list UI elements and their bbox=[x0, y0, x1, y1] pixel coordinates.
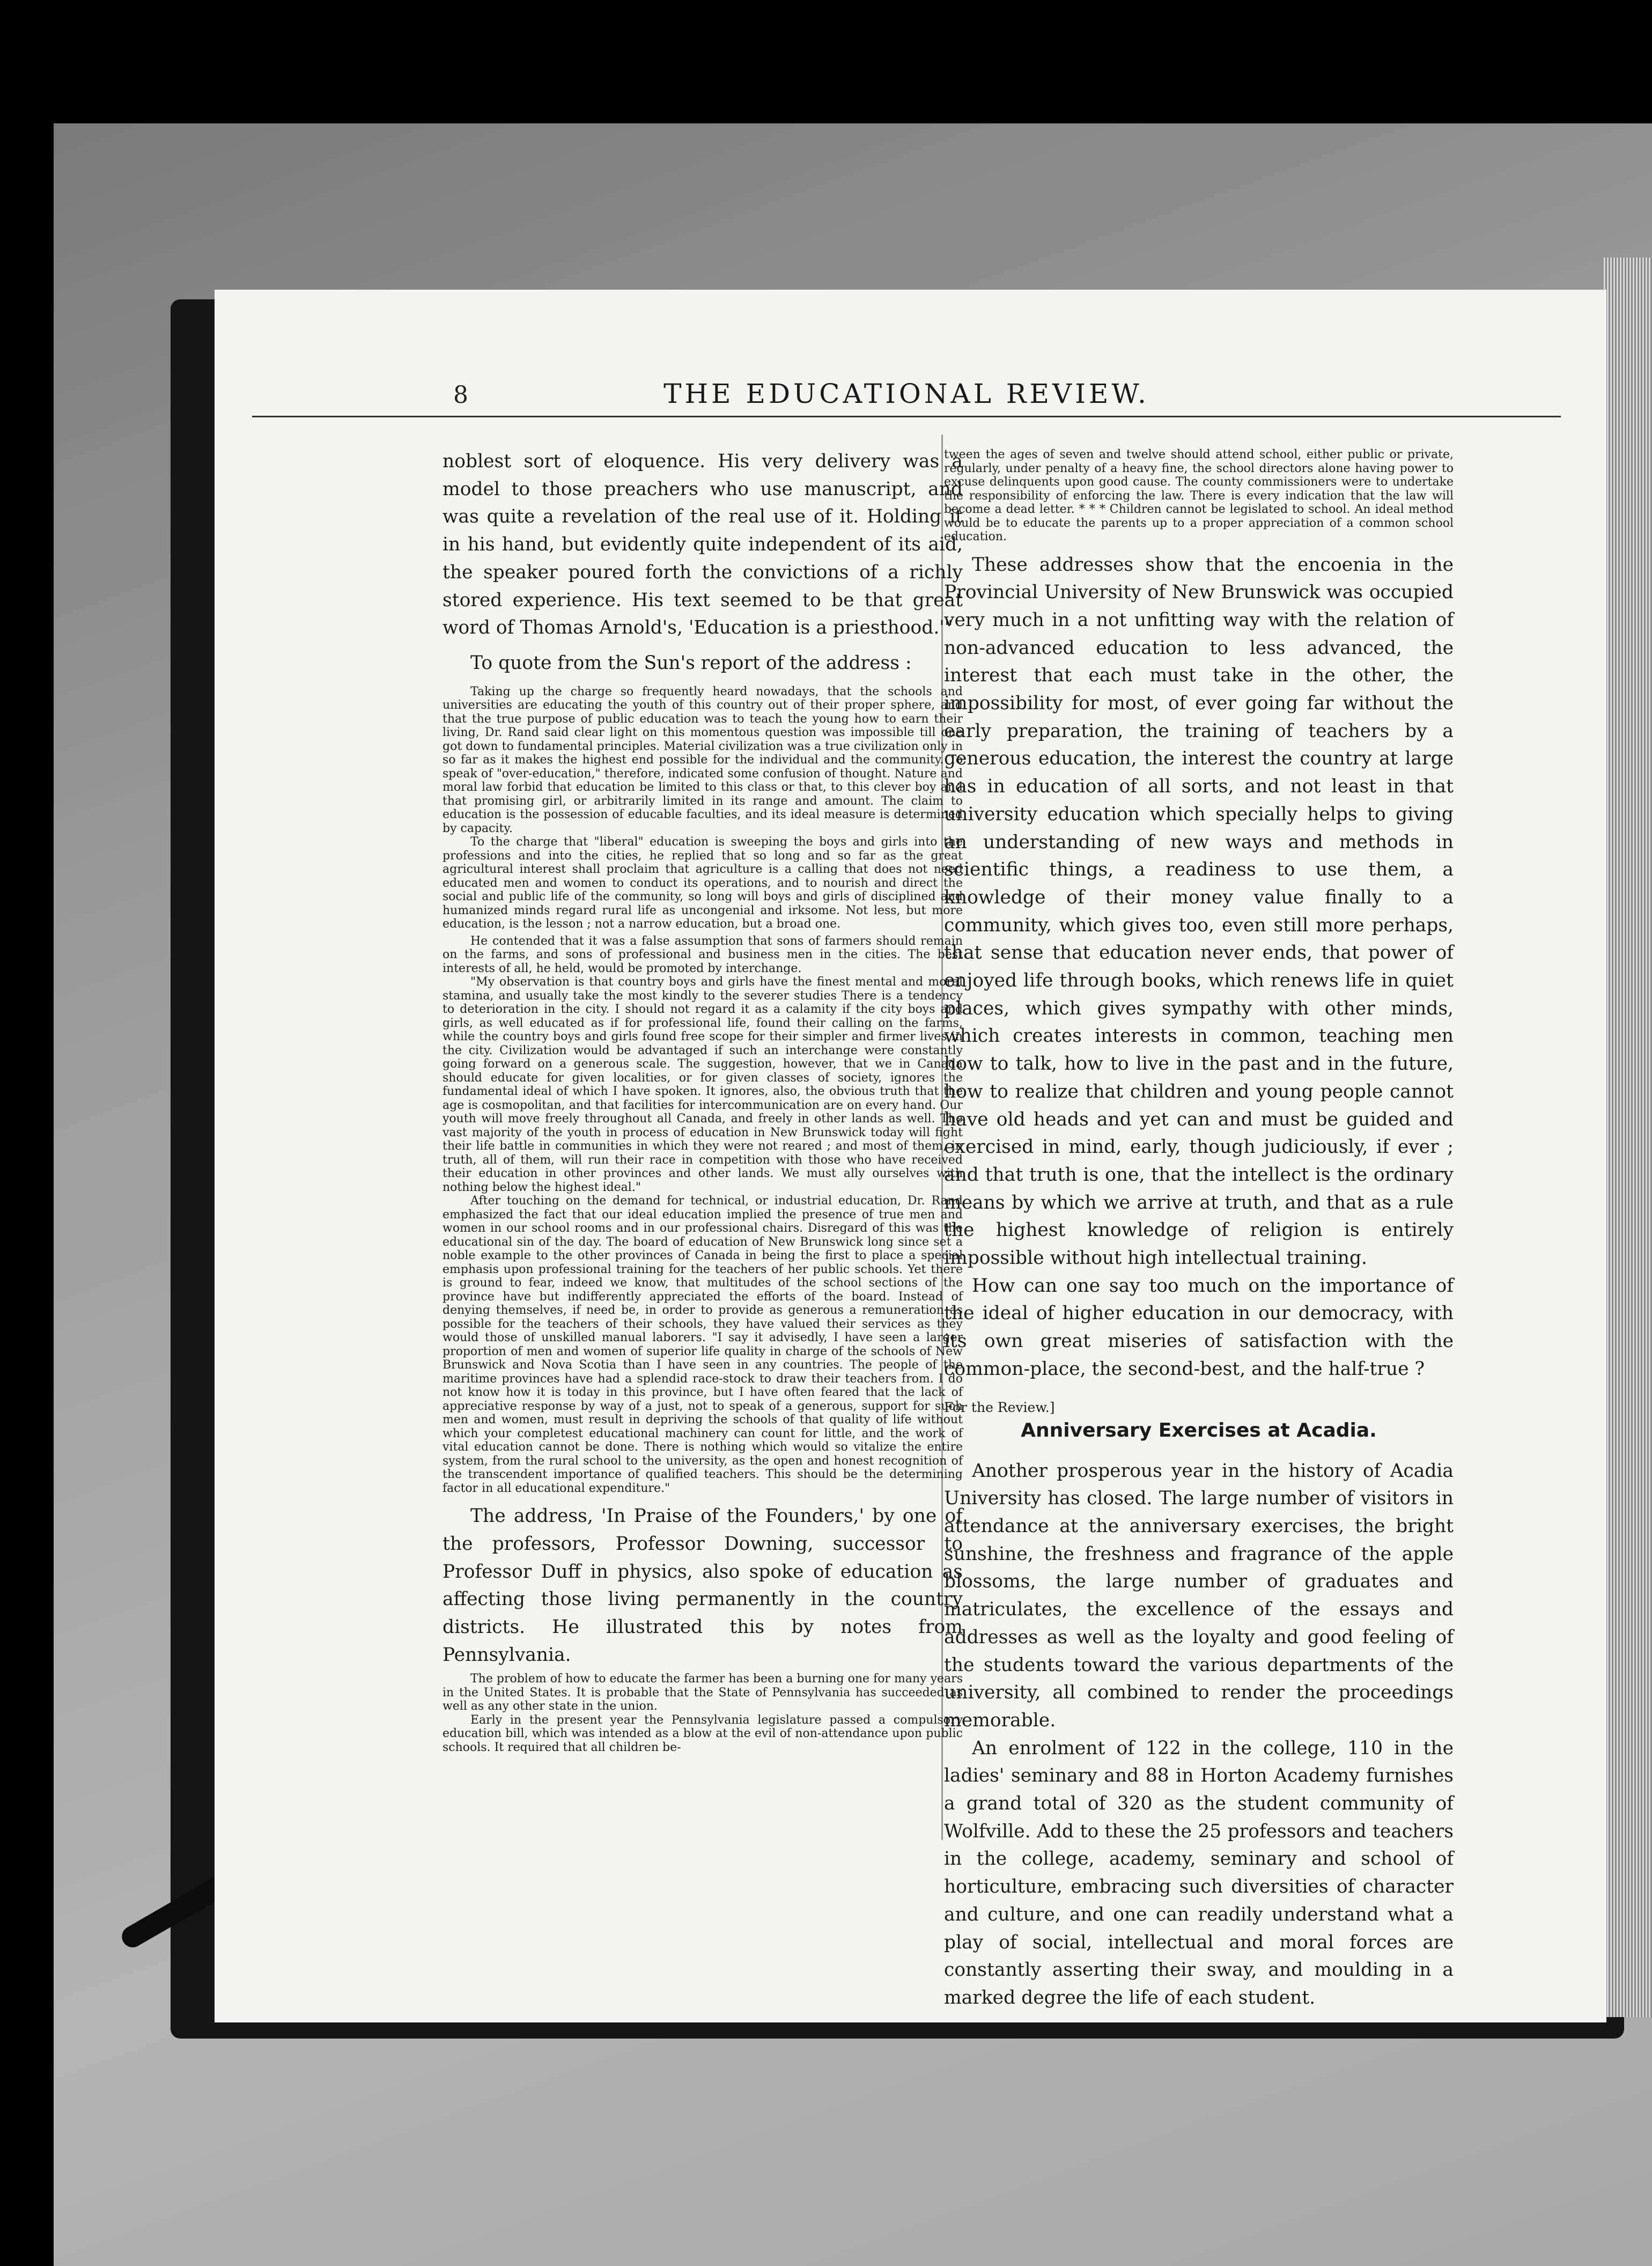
quoted-text: Taking up the charge so frequently heard nowadays, that the schools and universities are educating the youth of this country out of their proper sphere, and that the true purpose of public education was to teach the young how to earn their living, Dr. Rand said clear light on this momentous question was impossible till one got down to fundamental principles. Material civilization was a true civilization only in so far as it makes the highest end possible for the individual and the community. To speak of "over-education," therefore, indicated some confusion of thought. Nature and moral law forbid that education be limited to this class or that, to this clever boy and that promising girl, or arbitrarily limited in its range and amount. The claim to education is the possession of educable faculties, and its ideal measure is determined by capacity. bbox=[442, 685, 963, 835]
quoted-text: He contended that it was a false assumption that sons of farmers should remain on the farms, and sons of professional and business men in the cities. The best interests of all, he held, would be promoted by interchange. bbox=[442, 934, 963, 975]
section-heading: Anniversary Exercises at Acadia. bbox=[1021, 1419, 1377, 1441]
paragraph: Another prosperous year in the history of Acadia University has closed. The large number of visitors in attendance at the anniversary exercises, the bright sunshine, the freshness and fragrance of the apple blossoms, the large number of graduates and matriculates, the excellence of the essays and addresses as well as the loyalty and good feeling of the students toward the various departments of the university, all combined to render the proceedings memorable. bbox=[944, 1460, 1454, 1731]
section-source-tag: For the Review.] bbox=[944, 1399, 1055, 1415]
paragraph: noblest sort of eloquence. His very delivery was a model to those preachers who use manuscript, and was quite a revelation of the real use of it. Holding it in his hand, but evidently quite independent of its aid, the speaker poured forth the convictions of a richly stored experience. His text seemed to be that great word of Thomas Arnold's, 'Education is a priesthood.'" bbox=[442, 451, 963, 639]
journal-title: THE EDUCATIONAL REVIEW. bbox=[663, 378, 1149, 409]
left-shadow bbox=[0, 0, 54, 2266]
quoted-text: After touching on the demand for technical, or industrial education, Dr. Rand emphasized the fact that our ideal education implied the presence of true men and women in our school rooms and in our professional chairs. Disregard of this was the educational sin of the day. The board of education of New Brunswick long since set a noble example to the other provinces of Canada in being the first to place a special emphasis upon professional training for the teachers of her public schools. Yet there is ground to fear, indeed we know, that multitudes of the school sections of the province have but indifferently appreciated the efforts of the board. Instead of denying themselves, if need be, in order to provide as generous a remuneration as possible for the teachers of their schools, they have valued their services as they would those of unskilled manual laborers. "I say it advisedly, I have seen a larger proportion of men and women of superior life quality in charge of the schools of New Brunswick and Nova Scotia than I have seen in any countries. The people of the maritime provinces have had a splendid race-stock to draw their teachers from. I do not know how it is today in this province, but I have often feared that the lack of appreciative response by way of a just, not to speak of a generous, support for such men and women, must result in depriving the schools of that quality of life without which your completest educational machinery can count for little, and the work of vital education cannot be done. There is nothing which would so vitalize the entire system, from the rural school to the university, as the open and honest recognition of the transcendent importance of qualified teachers. This should be the determining factor in all educational expenditure." bbox=[442, 1194, 963, 1495]
left-column bbox=[442, 448, 963, 1754]
paragraph: These addresses show that the encoenia in the Provincial University of New Brunswick was occupied very much in a not unfitting way with the relation of non-advanced education to less advanced, the interest that each must take in the other, the impossibility for most, of ever going far without the early preparation, the training of teachers by a generous education, the interest the country at large has in education of all sorts, and not least in that university education which specially helps to giving an understanding of new ways and methods in scientific things, a readiness to use them, a knowledge of their money value finally to a community, which gives too, even still more perhaps, that sense that education never ends, that power of enjoyed life through books, which renews life in quiet places, which gives sympathy with other minds, which creates interests in common, teaching men how to talk, how to live in the past and in the future, how to realize that children and young people cannot have old heads and yet can and must be guided and exercised in mind, early, though judiciously, if ever ; and that truth is one, that the intellect is the ordinary means by which we arrive at truth, and that as a rule the highest knowledge of religion is entirely impossible without high intellectual training. bbox=[944, 554, 1454, 1269]
running-head bbox=[252, 378, 1561, 417]
quoted-text: "My observation is that country boys and girls have the finest mental and moral stamina, and usually take the most kindly to the severer studies There is a tendency to deterioration in the city. I should not regard it as a calamity if the city boys and girls, as well educated as if for professional life, found their calling on the farms, while the country boys and girls found free scope for their simpler and firmer lives in the city. Civilization would be advantaged if such an interchange were constantly going forward on a generous scale. The suggestion, however, that we in Canada should educate for given localities, or for given classes of society, ignores the fundamental ideal of which I have spoken. It ignores, also, the obvious truth that the age is cosmopolitan, and that facilities for intercommunication are on every hand. Our youth will move freely throughout all Canada, and freely in other lands as well. The vast majority of the youth in process of education in New Brunswick today will fight their life battle in communities in which they were not reared ; and most of them, in truth, all of them, will run their race in competition with those who have received their education in other provinces and other lands. We must ally ourselves with nothing below the highest ideal." bbox=[442, 975, 963, 1194]
page-number: 8 bbox=[453, 381, 468, 409]
page-stack-edge bbox=[1604, 258, 1652, 2017]
paragraph: An enrolment of 122 in the college, 110 in the ladies' seminary and 88 in Horton Academy furnishes a grand total of 320 as the student community of Wolfville. Add to these the 25 professors and teachers in the college, academy, seminary and school of horticulture, embracing such diversities of character and culture, and one can readily understand what a play of social, intellectual and moral forces are constantly asserting their sway, and moulding in a marked degree the life of each student. bbox=[944, 1737, 1454, 2009]
right-column bbox=[944, 448, 1454, 2012]
paragraph: The address, 'In Praise of the Founders,' by one of the professors, Professor Downing, successor to Professor Duff in physics, also spoke of education as affecting those living permanently in the country districts. He illustrated this by notes from Pennsylvania. bbox=[442, 1505, 963, 1666]
paragraph: To quote from the Sun's report of the address : bbox=[470, 652, 912, 674]
paragraph: How can one say too much on the importance of the ideal of higher education in our democracy, with its own great miseries of satisfaction with the common-place, the second-best, and the half-true ? bbox=[944, 1275, 1454, 1380]
quoted-text: Early in the present year the Pennsylvania legislature passed a compulsory education bill, which was intended as a blow at the evil of non-attendance upon public schools. It required that all children be- bbox=[442, 1713, 963, 1754]
quoted-text: To the charge that "liberal" education is sweeping the boys and girls into the professions and into the cities, he replied that so long and so far as the great agricultural interest shall proclaim that agriculture is a calling that does not need educated men and women to conduct its operations, and to nourish and direct the social and public life of the community, so long will boys and girls of disciplined and humanized minds regard rural life as uncongenial and irksome. Not less, but more education, is the lesson ; not a narrow education, but a broad one. bbox=[442, 835, 963, 931]
quoted-text: tween the ages of seven and twelve should attend school, either public or private, regularly, under penalty of a heavy fine, the school directors alone having power to excuse delinquents upon good cause. The county commissioners were to undertake the responsibility of enforcing the law. There is every indication that the law will become a dead letter. * * * Children cannot be legislated to school. An ideal method would be to educate the parents up to a proper appreciation of a common school education. bbox=[944, 448, 1454, 543]
quoted-text: The problem of how to educate the farmer has been a burning one for many years in the United States. It is probable that the State of Pennsylvania has succeeded as well as any other state in the union. bbox=[442, 1672, 963, 1713]
top-shadow bbox=[0, 0, 1652, 123]
